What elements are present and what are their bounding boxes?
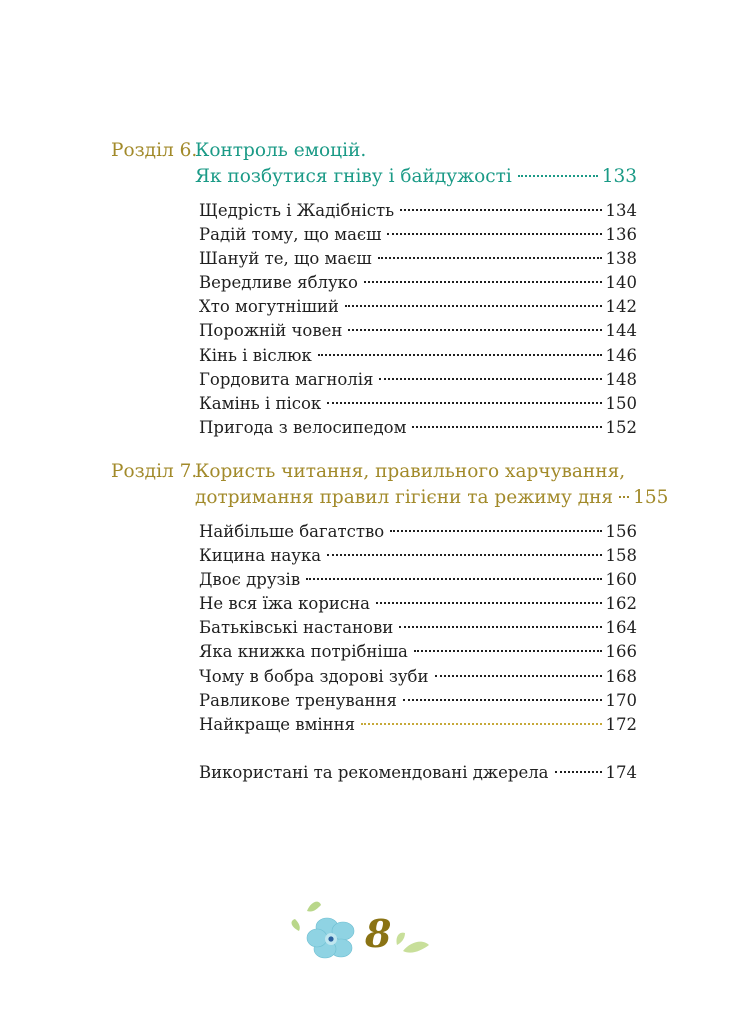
toc-entry[interactable]	[199, 271, 637, 295]
entry-page-number: 134	[605, 201, 637, 220]
entry-title: Чому в бобра здорові зуби	[199, 666, 429, 686]
toc-entry[interactable]	[199, 295, 637, 319]
leader-dots	[361, 723, 601, 725]
entry-page-number: 138	[605, 249, 637, 269]
leader-dots	[387, 233, 601, 235]
chapter-6-entries	[199, 199, 637, 440]
entry-page-number: 164	[605, 618, 637, 638]
leader-dots	[518, 175, 598, 177]
toc-entry[interactable]	[199, 640, 637, 664]
leader-dots	[435, 675, 602, 677]
chapter-7-heading	[111, 459, 669, 511]
entry-page-number: 166	[605, 642, 637, 662]
entry-title: Двоє друзів	[199, 570, 301, 590]
toc-entry[interactable]	[199, 344, 637, 368]
entry-page-number: 146	[605, 345, 637, 365]
toc-entry[interactable]	[199, 665, 637, 689]
toc-entry[interactable]	[199, 568, 637, 592]
entry-title: Порожній човен	[199, 321, 343, 341]
entry-page-number: 140	[605, 273, 637, 293]
leader-dots	[345, 305, 602, 307]
entry-title: Гордовита магнолія	[199, 369, 374, 389]
toc-entry[interactable]	[199, 392, 637, 416]
leader-dots	[414, 650, 602, 652]
entry-page-number: 170	[605, 690, 637, 710]
entry-title: Найбільше багатство	[199, 522, 385, 541]
entry-title: Батьківські настанови	[199, 618, 394, 638]
entry-page-number: 150	[605, 393, 637, 413]
entry-title: Камінь і пісок	[199, 393, 322, 413]
leader-dots	[399, 626, 601, 628]
entry-page-number: 136	[605, 225, 637, 245]
toc-entry[interactable]	[199, 223, 637, 247]
toc-entry[interactable]	[199, 689, 637, 713]
entry-page-number: 172	[605, 714, 637, 734]
toc-entry[interactable]	[199, 616, 637, 640]
entry-page-number: 152	[605, 417, 637, 437]
leader-dots	[364, 281, 602, 283]
entry-title: Пригода з велосипедом	[199, 417, 407, 437]
toc-entry[interactable]	[199, 520, 637, 544]
entry-page-number: 162	[605, 594, 637, 614]
toc-entry[interactable]	[199, 368, 637, 392]
leader-dots	[327, 402, 601, 404]
entry-title: Щедрість і Жадібність	[199, 201, 395, 220]
sources-entry[interactable]	[199, 761, 637, 785]
chapter-title-line2: дотримання правил гігієни та режиму дня	[195, 487, 614, 508]
toc-entry[interactable]	[199, 544, 637, 568]
chapter-title-line2: Як позбутися гніву і байдужості	[195, 166, 512, 187]
toc-entry[interactable]	[199, 713, 637, 737]
entry-title: Радій тому, що маєш	[199, 225, 382, 245]
toc-entry[interactable]	[199, 416, 637, 440]
leader-dots	[379, 378, 601, 380]
leader-dots	[390, 530, 601, 532]
entry-page-number: 156	[605, 522, 637, 541]
leader-dots	[555, 771, 602, 773]
toc-entry[interactable]	[199, 199, 637, 223]
chapter-title-line1: Користь читання, правильного харчування,	[195, 461, 626, 482]
page-number: 8	[365, 911, 392, 956]
chapter-page-number: 155	[633, 487, 669, 508]
toc-entry[interactable]	[199, 319, 637, 343]
entry-page-number: 144	[605, 321, 637, 341]
leader-dots	[348, 329, 601, 331]
chapter-label: Розділ 6.	[111, 140, 198, 161]
leader-dots	[306, 578, 601, 580]
leader-dots	[318, 354, 602, 356]
entry-page-number: 148	[605, 369, 637, 389]
entry-page-number: 174	[605, 763, 637, 782]
sources-entry-block	[199, 761, 637, 785]
entry-title: Вередливе яблуко	[199, 273, 358, 293]
toc-entry[interactable]	[199, 592, 637, 616]
entry-title: Найкраще вміння	[199, 714, 356, 734]
chapter-title-line1: Контроль емоцій.	[195, 140, 367, 161]
entry-title: Шануй те, що маєш	[199, 249, 372, 269]
leader-dots	[327, 554, 601, 556]
leader-dots	[400, 209, 601, 211]
entry-title: Не вся їжа корисна	[199, 594, 371, 614]
toc-entry[interactable]	[199, 247, 637, 271]
entry-title: Використані та рекомендовані джерела	[199, 763, 549, 782]
entry-title: Равликове тренування	[199, 690, 397, 710]
entry-title: Кицина наука	[199, 546, 322, 566]
entry-page-number: 168	[605, 666, 637, 686]
chapter-label: Розділ 7.	[111, 461, 198, 482]
page-footer	[285, 893, 445, 983]
chapter-page-number: 133	[601, 166, 637, 187]
leader-dots	[376, 602, 601, 604]
entry-page-number: 158	[605, 546, 637, 566]
leader-dots	[378, 257, 602, 259]
entry-page-number: 142	[605, 297, 637, 317]
entry-page-number: 160	[605, 570, 637, 590]
chapter-6-heading	[111, 138, 637, 190]
entry-title: Кінь і віслюк	[199, 345, 312, 365]
chapter-7-entries	[199, 520, 637, 737]
entry-title: Яка книжка потрібніша	[199, 642, 408, 662]
leader-dots	[619, 496, 629, 498]
entry-title: Хто могутніший	[199, 297, 339, 317]
leader-dots	[403, 699, 602, 701]
leader-dots	[412, 426, 601, 428]
